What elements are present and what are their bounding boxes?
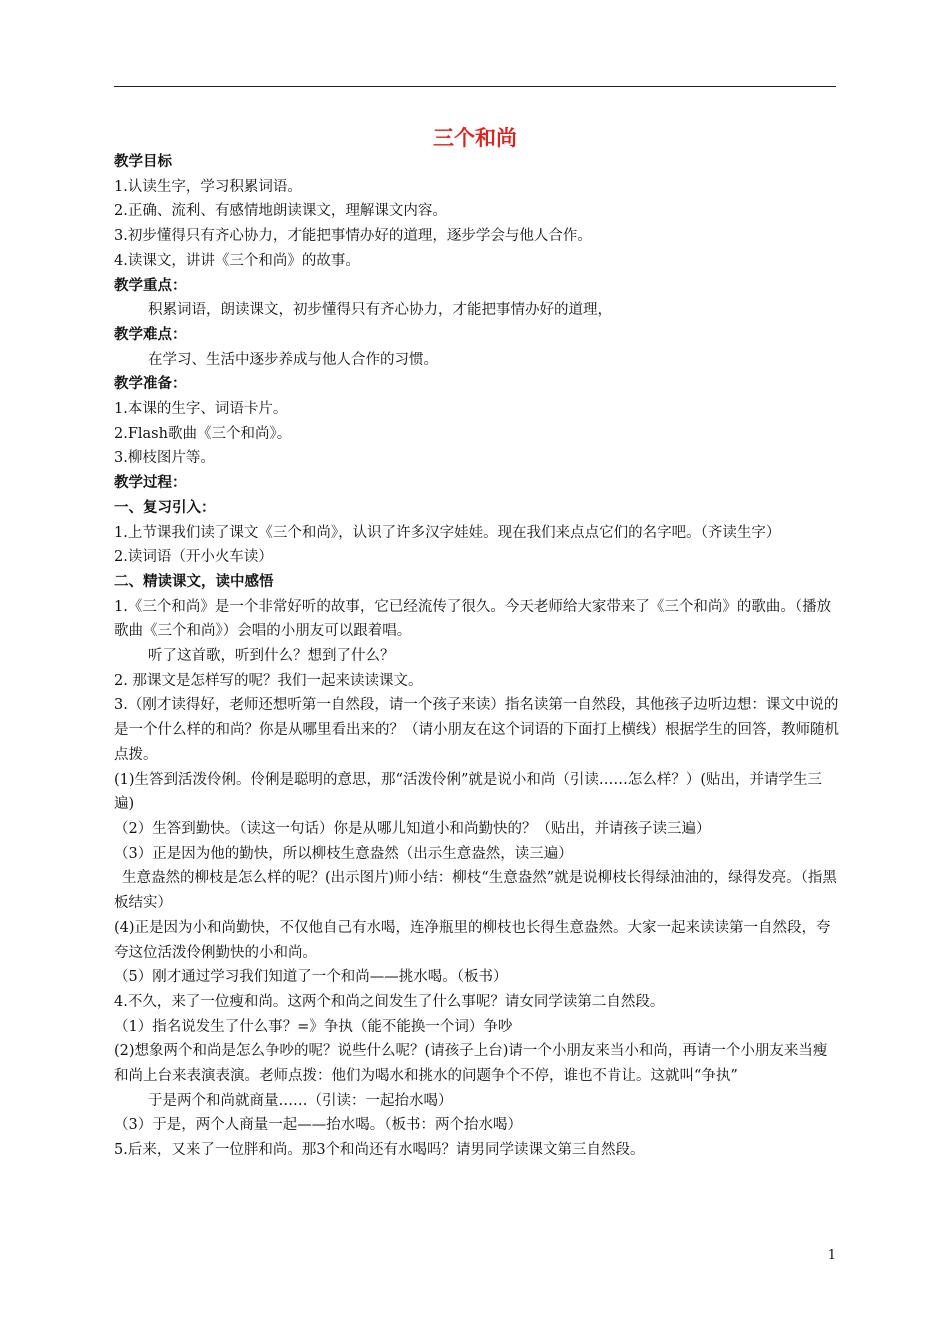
part2-heading: 二、精读课文，读中感悟 (114, 573, 274, 590)
paragraph: （3）于是，两个人商量一起——抬水喝。（板书：两个抬水喝） (114, 1117, 522, 1134)
paragraph: （5）刚才通过学习我们知道了一个和尚——挑水喝。（板书） (114, 969, 508, 986)
paragraph: （1）指名说发生了什么事？=》争执（能不能换一个词）争吵 (114, 1018, 513, 1035)
goal-item: 2.正确、流利、有感情地朗读课文，理解课文内容。 (114, 203, 447, 220)
paragraph: 2. 那课文是怎样写的呢？我们一起来读读课文。 (114, 672, 423, 689)
header-rule (114, 86, 836, 87)
paragraph: (4)正是因为小和尚勤快，不仅他自己有水喝，连净瓶里的柳枝也长得生意盎然。大家一起来读读第一自然段，夸夸这位活泼伶俐勤快的小和尚。 (114, 919, 831, 961)
goal-item: 4.读课文，讲讲《三个和尚》的故事。 (114, 252, 360, 269)
goals-heading: 教学目标 (114, 154, 172, 170)
paragraph: (1)生答到活泼伶俐。伶俐是聪明的意思，那“活泼伶俐”就是说小和尚（引读……怎么样？）(贴出，并请学生三遍) (114, 771, 823, 813)
prep-heading: 教学准备： (114, 376, 187, 393)
paragraph: 于是两个和尚就商量……（引读：一起抬水喝） (148, 1092, 453, 1109)
paragraph: 1.《三个和尚》是一个非常好听的故事，它已经流传了很久。今天老师给大家带来了《三个和尚》的歌曲。（播放歌曲《三个和尚》）会唱的小朋友可以跟着唱。 (114, 598, 832, 640)
paragraph: 4.不久，来了一位瘦和尚。这两个和尚之间发生了什么事呢？请女同学读第二自然段。 (114, 993, 665, 1010)
paragraph: 听了这首歌，听到什么？想到了什么？ (148, 648, 395, 665)
prep-item: 1.本课的生字、词语卡片。 (114, 401, 288, 418)
process-heading: 教学过程： (114, 475, 187, 492)
key-heading: 教学重点： (114, 277, 187, 294)
difficulty-heading: 教学难点： (114, 326, 187, 343)
paragraph: 生意盎然的柳枝是怎么样的呢？(出示图片)师小结：柳枝“生意盎然”就是说柳枝长得绿油油的，绿得发亮。（指黑板结实） (114, 870, 837, 912)
paragraph: （2）生答到勤快。（读这一句话）你是从哪儿知道小和尚勤快的？（贴出，并请孩子读三遍） (114, 820, 711, 837)
difficulty-text: 在学习、生活中逐步养成与他人合作的习惯。 (148, 351, 438, 368)
goal-item: 1.认读生字，学习积累词语。 (114, 178, 302, 195)
page-number: 1 (827, 1248, 836, 1263)
paragraph: (2)想象两个和尚是怎么争吵的呢？说些什么呢？(请孩子上台)请一个小朋友来当小和尚，再请一个小朋友来当瘦和尚上台来表演表演。老师点拨：他们为喝水和挑水的问题争个不停，谁也不肯让。这就叫“争执” (114, 1043, 828, 1085)
part1-heading: 一、复习引入： (114, 499, 216, 516)
key-text: 积累词语，朗读课文，初步懂得只有齐心协力，才能把事情办好的道理， (148, 302, 612, 319)
document-body (114, 150, 840, 1163)
part1-item: 2.读词语（开小火车读） (114, 549, 273, 566)
paragraph: 5.后来，又来了一位胖和尚。那3个和尚还有水喝吗？请男同学读课文第三自然段。 (114, 1142, 645, 1159)
paragraph: （3）正是因为他的勤快，所以柳枝生意盎然（出示生意盎然，读三遍） (114, 845, 573, 862)
prep-item: 3.柳枝图片等。 (114, 450, 215, 467)
goal-item: 3.初步懂得只有齐心协力，才能把事情办好的道理，逐步学会与他人合作。 (114, 228, 592, 245)
part1-item: 1.上节课我们读了课文《三个和尚》，认识了许多汉字娃娃。现在我们来点点它们的名字吧。（齐读生字） (114, 524, 781, 541)
paragraph: 3.（刚才读得好，老师还想听第一自然段，请一个孩子来读）指名读第一自然段，其他孩子边听边想：课文中说的是一个什么样的和尚？你是从哪里看出来的？（请小朋友在这个词语的下面打上横线）根据学生的回答，教师随机点拨。 (114, 697, 839, 763)
prep-item: 2.Flash歌曲《三个和尚》。 (114, 425, 292, 442)
page-title: 三个和尚 (433, 126, 517, 150)
